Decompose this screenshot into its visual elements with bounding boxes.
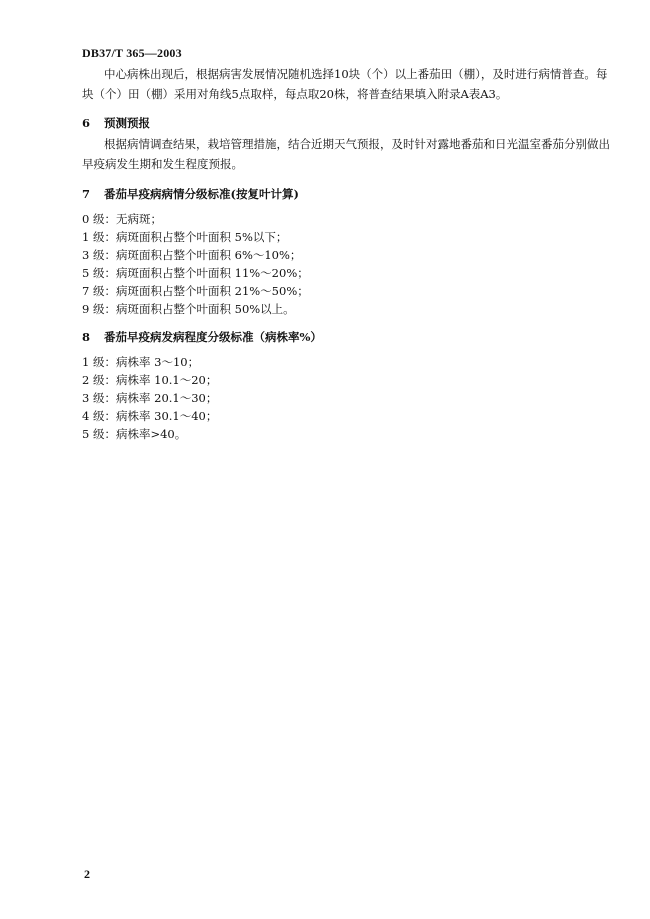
list-item: 3 级：病株率 20.1～30； bbox=[82, 391, 218, 405]
page-number: 2 bbox=[84, 867, 90, 881]
section-heading-7 bbox=[82, 186, 299, 202]
list-item: 7 级：病斑面积占整个叶面积 21%～50%； bbox=[82, 284, 309, 298]
incidence-grade-list bbox=[82, 353, 217, 443]
section-title: 番茄早疫病病情分级标准(按复叶计算) bbox=[104, 187, 299, 201]
document-code: DB37/T 365—2003 bbox=[82, 46, 182, 60]
section-number: 6 bbox=[82, 116, 91, 130]
list-item: 5 级：病斑面积占整个叶面积 11%～20%； bbox=[82, 266, 309, 280]
list-item: 1 级：病株率 3～10； bbox=[82, 355, 200, 369]
section-heading-8 bbox=[82, 329, 322, 345]
section-title: 番茄早疫病发病程度分级标准（病株率%） bbox=[104, 330, 322, 344]
list-item: 0 级：无病斑； bbox=[82, 212, 162, 226]
section-number: 7 bbox=[82, 187, 91, 201]
list-item: 1 级：病斑面积占整个叶面积 5%以下； bbox=[82, 230, 288, 244]
section-number: 8 bbox=[82, 330, 91, 344]
list-item: 4 级：病株率 30.1～40； bbox=[82, 409, 218, 423]
section-heading-6 bbox=[82, 115, 150, 131]
paragraph-forecast: 根据病情调查结果，栽培管理措施，结合近期天气预报，及时针对露地番茄和日光温室番茄分别做出早疫病发生期和发生程度预报。 bbox=[82, 137, 610, 171]
list-item: 3 级：病斑面积占整个叶面积 6%～10%； bbox=[82, 248, 302, 262]
list-item: 5 级：病株率>40。 bbox=[82, 427, 187, 441]
list-item: 2 级：病株率 10.1～20； bbox=[82, 373, 218, 387]
list-item: 9 级：病斑面积占整个叶面积 50%以上。 bbox=[82, 302, 295, 316]
paragraph-survey: 中心病株出现后，根据病害发展情况随机选择10块（个）以上番茄田（棚），及时进行病情普查。每块（个）田（棚）采用对角线5点取样，每点取20株，将普查结果填入附录A表A3。 bbox=[82, 67, 608, 101]
disease-grade-list bbox=[82, 210, 309, 318]
section-title: 预测预报 bbox=[104, 116, 150, 130]
